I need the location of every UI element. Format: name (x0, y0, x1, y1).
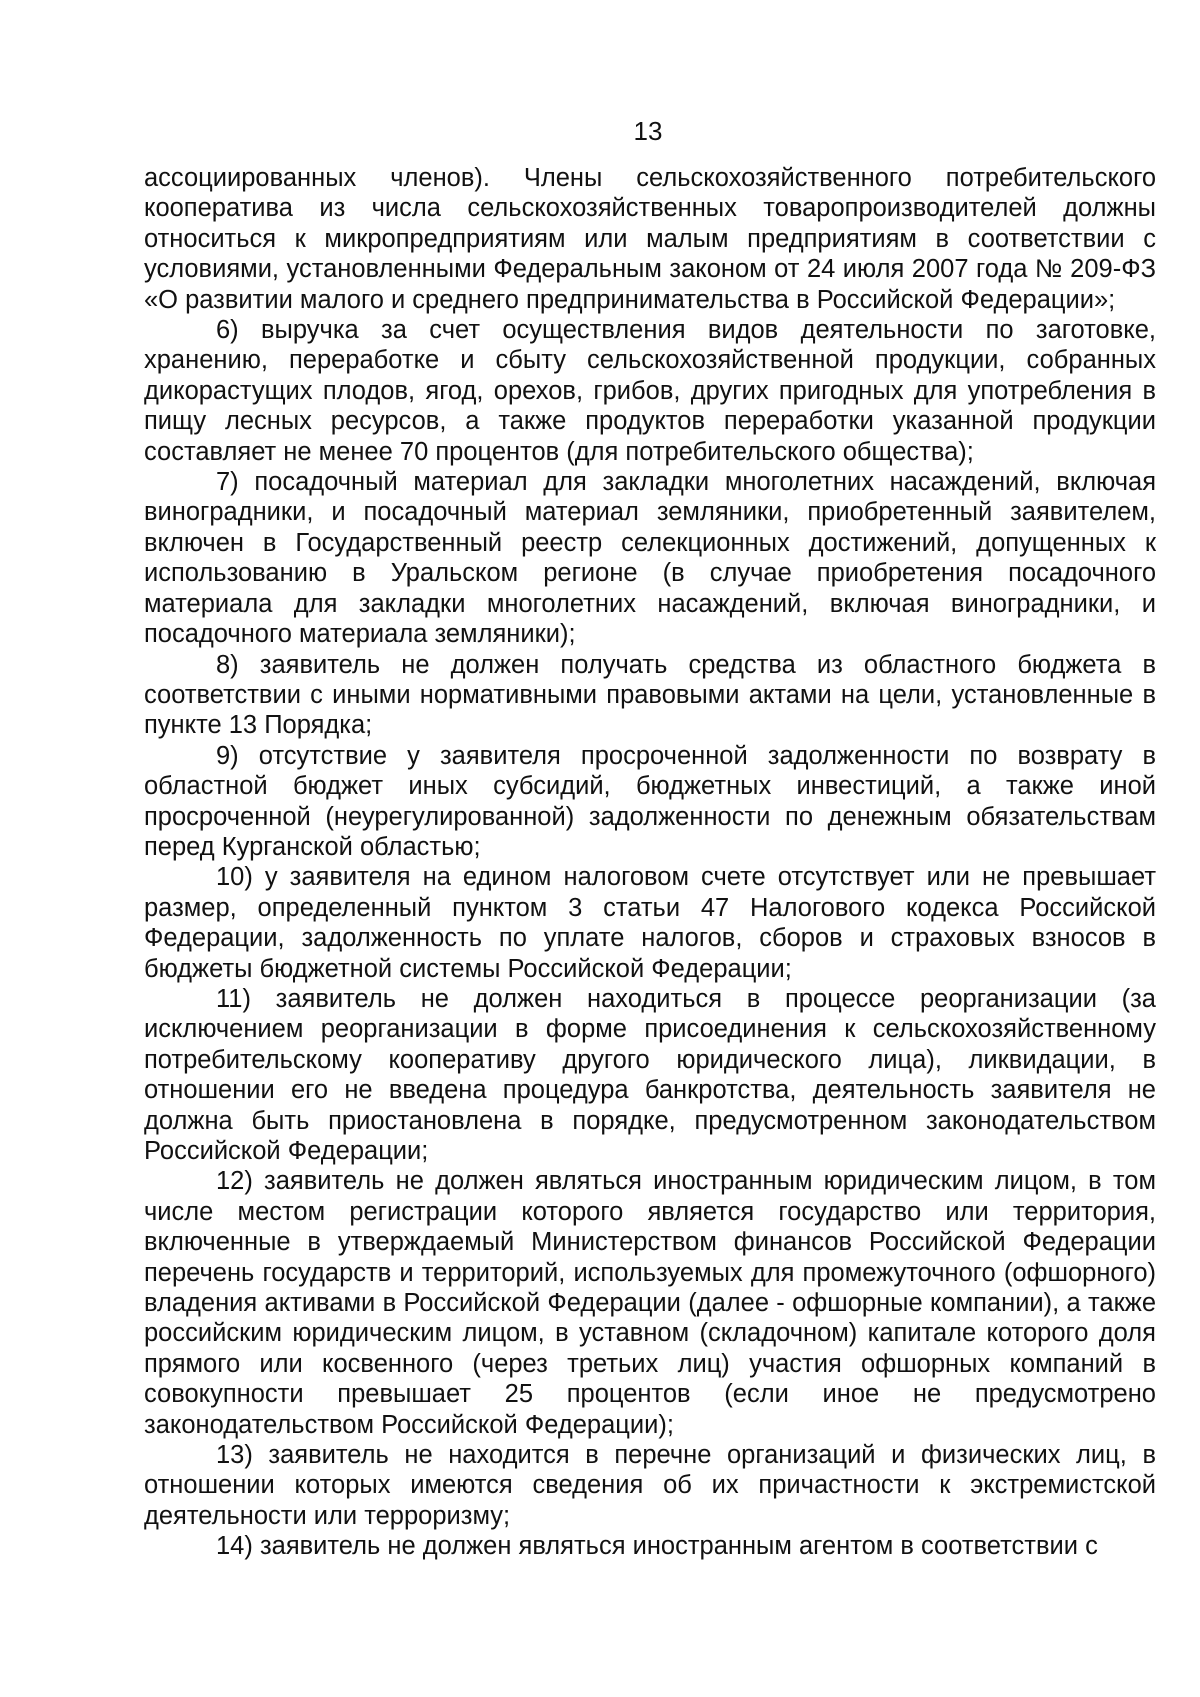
paragraph-item-13: 13) заявитель не находится в перечне организаций и физических лиц, в отношении которых имеются сведения об их причастности к экстремистской деятельности или терроризму; (144, 1441, 1156, 1530)
document-body (144, 163, 1156, 1562)
paragraph-item-6: 6) выручка за счет осуществления видов деятельности по заготовке, хранению, переработке и сбыту сельскохозяйственной продукции, собранных дикорастущих плодов, ягод, орехов, грибов, других пригодных для употребления в пищу лесных ресурсов, а также продуктов переработки указанной продукции составляет не менее 70 процентов (для потребительского общества); (144, 316, 1156, 466)
paragraph-item-8: 8) заявитель не должен получать средства из областного бюджета в соответствии с иными нормативными правовыми актами на цели, установленные в пункте 13 Порядка; (144, 650, 1156, 740)
paragraph-item-11: 11) заявитель не должен находиться в процессе реорганизации (за исключением реорганизации в форме присоединения к сельскохозяйственному потребительскому кооперативу другого юридического лица), ликвидации, в отношении его не введена процедура банкротства, деятельность заявителя не должна быть приостановлена в порядке, предусмотренном законодательством Российской Федерации; (144, 984, 1156, 1165)
paragraph-item-9: 9) отсутствие у заявителя просроченной задолженности по возврату в областной бюджет иных субсидий, бюджетных инвестиций, а также иной просроченной (неурегулированной) задолженности по денежным обязательствам перед Курганской областью; (144, 741, 1156, 861)
page-number: 13 (633, 116, 663, 146)
paragraph-item-10: 10) у заявителя на едином налоговом счете отсутствует или не превышает размер, определенный пунктом 3 статьи 47 Налогового кодекса Российской Федерации, задолженность по уплате налогов, сборов и страховых взносов в бюджеты бюджетной системы Российской Федерации; (144, 863, 1156, 983)
paragraph-item-12: 12) заявитель не должен являться иностранным юридическим лицом, в том числе местом регистрации которого является государство или территория, включенные в утверждаемый Министерством финансов Российской Федерации перечень государств и территорий, используемых для промежуточного (офшорного) владения активами в Российской Федерации (далее - офшорные компании), а также российским юридическим лицом, в уставном (складочном) капитале которого доля прямого или косвенного (через третьих лиц) участия офшорных компаний в совокупности превышает 25 процентов (если иное не предусмотрено законодательством Российской Федерации); (144, 1167, 1156, 1439)
paragraph-item-14: 14) заявитель не должен являться иностранным агентом в соответствии с (216, 1532, 1098, 1561)
paragraph-continuation: ассоциированных членов). Члены сельскохозяйственного потребительского кооператива из числа сельскохозяйственных товаропроизводителей должны относиться к микропредприятиям или малым предприятиям в соответствии с условиями, установленными Федеральным законом от 24 июля 2007 года № 209-ФЗ «О развитии малого и среднего предпринимательства в Российской Федерации»; (144, 164, 1156, 314)
paragraph-item-7: 7) посадочный материал для закладки многолетних насаждений, включая виноградники, и посадочный материал земляники, приобретенный заявителем, включен в Государственный реестр селекционных достижений, допущенных к использованию в Уральском регионе (в случае приобретения посадочного материала для закладки многолетних насаждений, включая виноградники, и посадочного материала земляники); (144, 468, 1156, 649)
